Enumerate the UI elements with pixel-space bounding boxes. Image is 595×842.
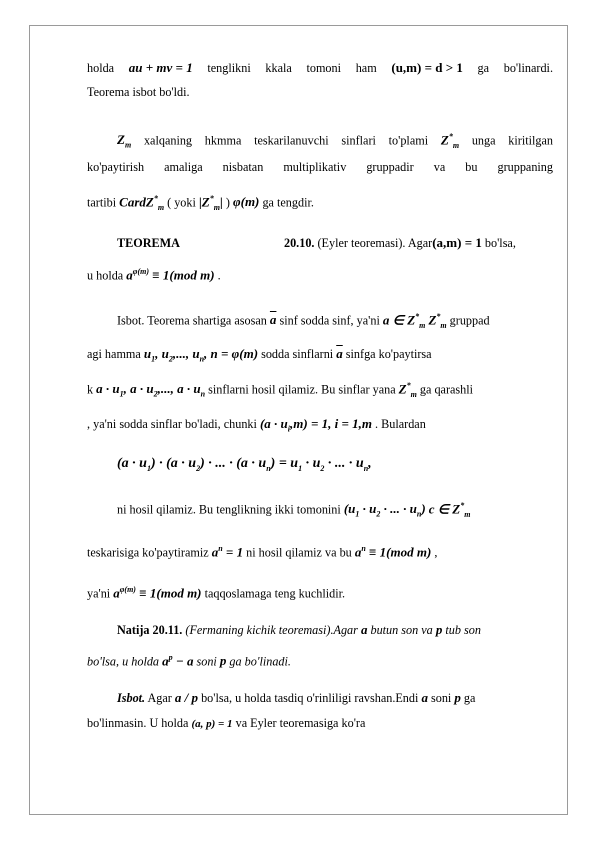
- text-line: [117, 309, 553, 333]
- formula: $\overline{a}$: [336, 346, 343, 361]
- text: xalqaning hkmma teskarilanuvchi sinflari to'plami: [131, 133, 441, 148]
- text: unga kiritilgan: [459, 133, 553, 148]
- formula: a: [421, 690, 428, 705]
- text: sodda sinflarni: [258, 347, 337, 361]
- text-line: [87, 85, 553, 100]
- text: ga: [460, 691, 476, 705]
- text: ga bo'linardi.: [462, 61, 553, 75]
- text: taqqoslamaga teng kuchlidir.: [201, 586, 346, 601]
- formula: $Z^*_m$: [428, 312, 447, 330]
- text: tenglikni kkala tomoni ham: [192, 61, 392, 75]
- formula: $Z_m$: [117, 132, 132, 150]
- formula: $a^{\varphi(m)} \equiv 1(mod$ m): [126, 267, 215, 283]
- text: . Bulardan: [371, 417, 426, 431]
- text: (Eyler teoremasi). Agar: [314, 236, 433, 250]
- formula: $Z^*_m$: [440, 132, 460, 150]
- formula: p: [454, 690, 461, 705]
- formula: a ∈ $Z^*_m$: [382, 312, 426, 330]
- text: gruppad: [446, 313, 490, 328]
- text: agi hamma: [87, 347, 144, 361]
- text: Agar: [145, 691, 175, 705]
- text: ga bo'linadi.: [226, 654, 291, 669]
- text-line: [117, 622, 553, 638]
- text: Isbot. Teorema shartiga asosan: [117, 313, 270, 328]
- text: teskarisiga ko'paytiramiz: [87, 545, 212, 560]
- text-line: [87, 191, 553, 215]
- formula: p: [435, 622, 443, 637]
- text-line: [87, 650, 553, 669]
- text-line: [87, 160, 553, 175]
- text: bo'lsa, u holda tasdiq o'rinliligi ravshan.Endi: [198, 691, 422, 705]
- corollary-label: Natija 20.11.: [117, 623, 183, 637]
- proof-label: Isbot.: [117, 691, 146, 705]
- text: va Eyler teoremasiga ko'ra: [232, 716, 366, 730]
- formula: $a^n \equiv 1(mod$ m): [354, 544, 432, 560]
- formula: CardZ*$_m$: [119, 194, 165, 212]
- text: .: [214, 268, 221, 283]
- text: ga qarashli: [416, 382, 474, 397]
- formula: $a^n = 1$: [211, 544, 244, 560]
- formula: $(a \cdot u_i,m) = 1$, i = 1,m: [259, 416, 372, 434]
- text: bo'lsa,: [481, 236, 516, 250]
- text: bo'linmasin. U holda: [87, 716, 192, 730]
- text: ko'paytirish amaliga nisbatan multiplikativ gruppadir va bu gruppaning: [87, 160, 553, 174]
- text-line: [87, 60, 553, 76]
- text: ,: [431, 545, 438, 560]
- text-line: [87, 582, 553, 601]
- text-line: [87, 346, 553, 367]
- text: soni: [427, 691, 455, 705]
- text: tartibi: [87, 195, 120, 210]
- text: Teorema isbot bo'ldi.: [87, 85, 190, 99]
- formula: $a^{\varphi(m)} \equiv 1(mod$ m): [113, 585, 202, 601]
- text-line: [87, 378, 553, 402]
- text: bo'lsa, u holda: [87, 654, 163, 669]
- text-line: [87, 716, 553, 732]
- text: ( yoki: [164, 195, 199, 210]
- text: (Fermaning kichik teoremasi).Agar: [182, 623, 361, 637]
- formula: ($u_1 \cdot u_2$ · ... · $u_n$): [343, 501, 426, 519]
- text-line: [117, 498, 553, 522]
- text: u holda: [87, 268, 127, 283]
- text-line: [87, 541, 553, 560]
- text: ga tengdir.: [259, 195, 314, 210]
- formula: c ∈ $Z^*_m$: [428, 501, 471, 519]
- text: tub son: [442, 623, 481, 637]
- text-line: [117, 690, 553, 706]
- text: holda: [87, 61, 129, 75]
- formula: a: [360, 622, 368, 637]
- formula: φ(m): [233, 194, 260, 210]
- formula: $Z^*_m$: [398, 381, 417, 399]
- formula: $(a \cdot u_1) \cdot (a \cdot u_2)$ · ... · $(a \cdot u_n) = u_1 \cdot u_2$ · ... · $u_n$,: [117, 456, 372, 473]
- text: sinf sodda sinf, ya'ni: [276, 313, 383, 328]
- text: , ya'ni sodda sinflar bo'ladi, chunki: [87, 417, 260, 431]
- text-line: [117, 129, 553, 153]
- formula: (u,m) = d > 1: [391, 60, 463, 75]
- theorem-number: 20.10.: [283, 236, 315, 250]
- formula: au + mv = 1: [128, 60, 193, 75]
- text: sinflarni hosil qilamiz. Bu sinflar yana: [205, 382, 399, 397]
- text: ni hosil qilamiz va bu: [243, 545, 355, 560]
- text: butun son va: [367, 623, 436, 637]
- formula: $\overline{a}$: [269, 312, 277, 328]
- formula: (a,m) = 1: [432, 235, 482, 250]
- text: ni hosil qilamiz. Bu tenglikning ikki tomonini: [117, 502, 344, 517]
- text: ): [222, 195, 234, 210]
- text: ya'ni: [87, 586, 114, 601]
- formula-line: [117, 456, 553, 476]
- formula: (a, p) = 1: [191, 718, 233, 730]
- theorem-label: TEOREMA: [117, 236, 180, 250]
- text-line: [117, 235, 553, 251]
- formula: p: [219, 653, 227, 669]
- formula: $|Z^*_m|$: [198, 194, 223, 212]
- formula: $u_1$, $u_2$,..., $u_n$, n = φ(m): [143, 346, 259, 364]
- text: sinfga ko'paytirsa: [342, 347, 432, 361]
- text-line: [87, 264, 553, 283]
- text: k: [87, 382, 97, 397]
- text-line: [87, 416, 553, 437]
- formula: a / p: [174, 690, 199, 705]
- formula: $a^p - a$: [162, 653, 194, 669]
- formula: $a \cdot u_1$, $a \cdot u_2$,..., $a \cdot u_n$: [96, 381, 206, 399]
- text: soni: [193, 654, 220, 669]
